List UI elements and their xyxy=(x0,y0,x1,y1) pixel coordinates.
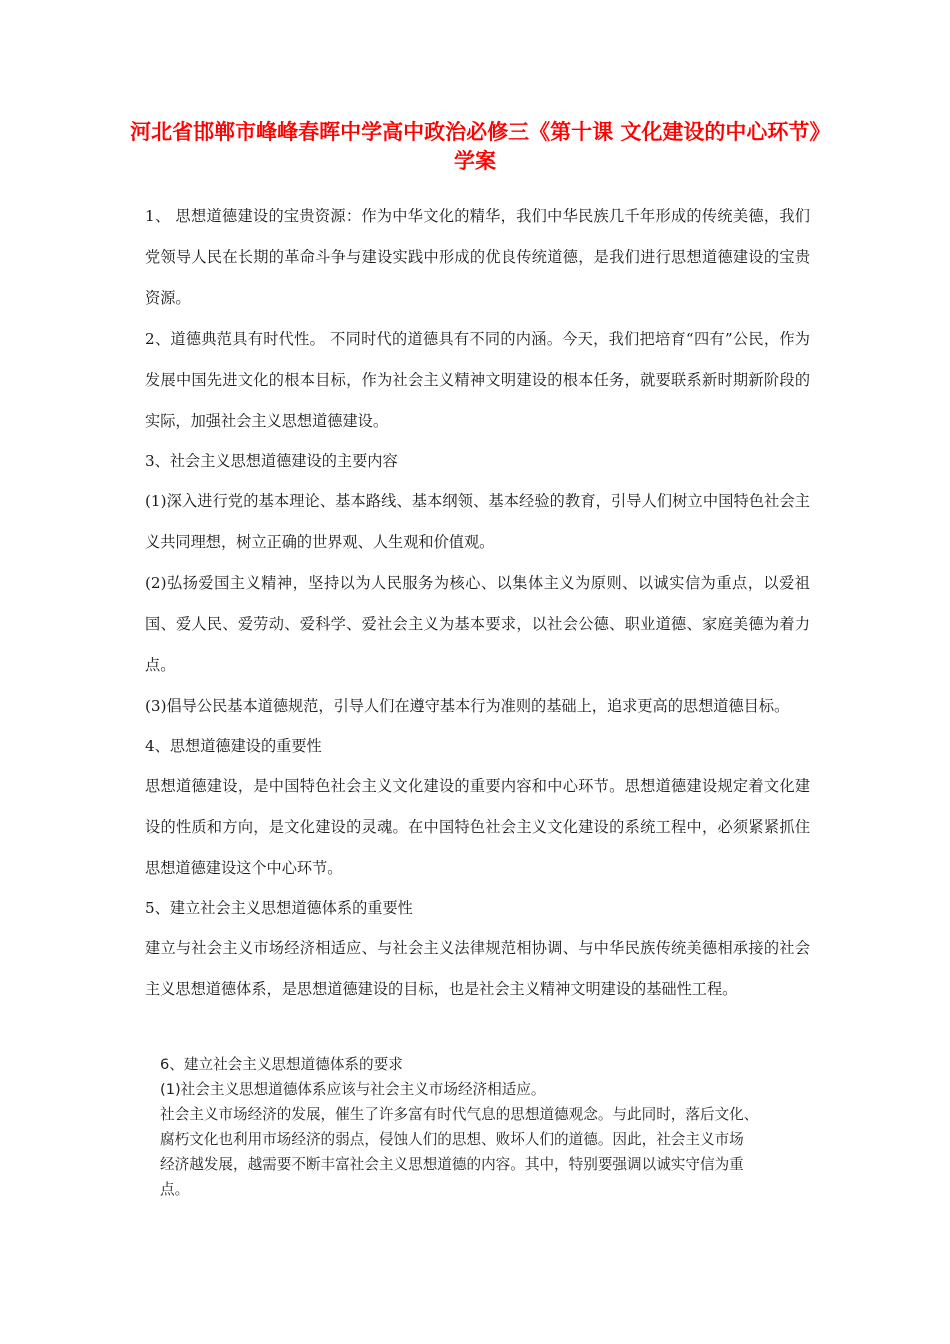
scanned-line: 经济越发展，越需要不断丰富社会主义思想道德的内容。其中，特别要强调以诚实守信为重 xyxy=(160,1156,744,1173)
document-body xyxy=(145,196,810,1010)
section-heading-4: 4、思想道德建设的重要性 xyxy=(145,737,322,755)
section-heading-5: 5、建立社会主义思想道德体系的重要性 xyxy=(145,899,413,917)
paragraph-4: 思想道德建设，是中国特色社会主义文化建设的重要内容和中心环节。思想道德建设规定着文化建设的性质和方向，是文化建设的灵魂。在中国特色社会主义文化建设的系统工程中，必须紧紧抓住思想道德建设这个中心环节。 xyxy=(145,777,810,877)
scanned-line: (1)社会主义思想道德体系应该与社会主义市场经济相适应。 xyxy=(160,1081,546,1098)
document-title: 河北省邯郸市峰峰春晖中学高中政治必修三《第十课 文化建设的中心环节》学案 xyxy=(130,120,820,173)
paragraph-2: 2、道德典范具有时代性。 不同时代的道德具有不同的内涵。今天，我们把培育“四有”公民，作为发展中国先进文化的根本目标，作为社会主义精神文明建设的根本任务，就要联系新时期新阶段的实际，加强社会主义思想道德建设。 xyxy=(145,330,810,430)
scanned-line: 点。 xyxy=(160,1181,190,1198)
paragraph-3-2: (2)弘扬爱国主义精神，坚持以为人民服务为核心、以集体主义为原则、以诚实信为重点，以爱祖国、爱人民、爱劳动、爱科学、爱社会主义为基本要求，以社会公德、职业道德、家庭美德为着力点。 xyxy=(145,574,810,674)
scanned-excerpt xyxy=(160,1052,800,1202)
paragraph-3-1: (1)深入进行党的基本理论、基本路线、基本纲领、基本经验的教育，引导人们树立中国特色社会主义共同理想，树立正确的世界观、人生观和价值观。 xyxy=(145,492,810,551)
scanned-line: 6、建立社会主义思想道德体系的要求 xyxy=(160,1056,403,1073)
scanned-line: 腐朽文化也利用市场经济的弱点，侵蚀人们的思想、败坏人们的道德。因此，社会主义市场 xyxy=(160,1131,744,1148)
scanned-line: 社会主义市场经济的发展，催生了许多富有时代气息的思想道德观念。与此同时，落后文化、 xyxy=(160,1106,759,1123)
section-heading-3: 3、社会主义思想道德建设的主要内容 xyxy=(145,452,398,470)
paragraph-1: 1、 思想道德建设的宝贵资源：作为中华文化的精华，我们中华民族几千年形成的传统美德，我们党领导人民在长期的革命斗争与建设实践中形成的优良传统道德，是我们进行思想道德建设的宝贵资源。 xyxy=(145,207,810,307)
paragraph-3-3: (3)倡导公民基本道德规范，引导人们在遵守基本行为准则的基础上，追求更高的思想道德目标。 xyxy=(145,697,790,715)
paragraph-5: 建立与社会主义市场经济相适应、与社会主义法律规范相协调、与中华民族传统美德相承接的社会主义思想道德体系，是思想道德建设的目标，也是社会主义精神文明建设的基础性工程。 xyxy=(145,939,810,998)
